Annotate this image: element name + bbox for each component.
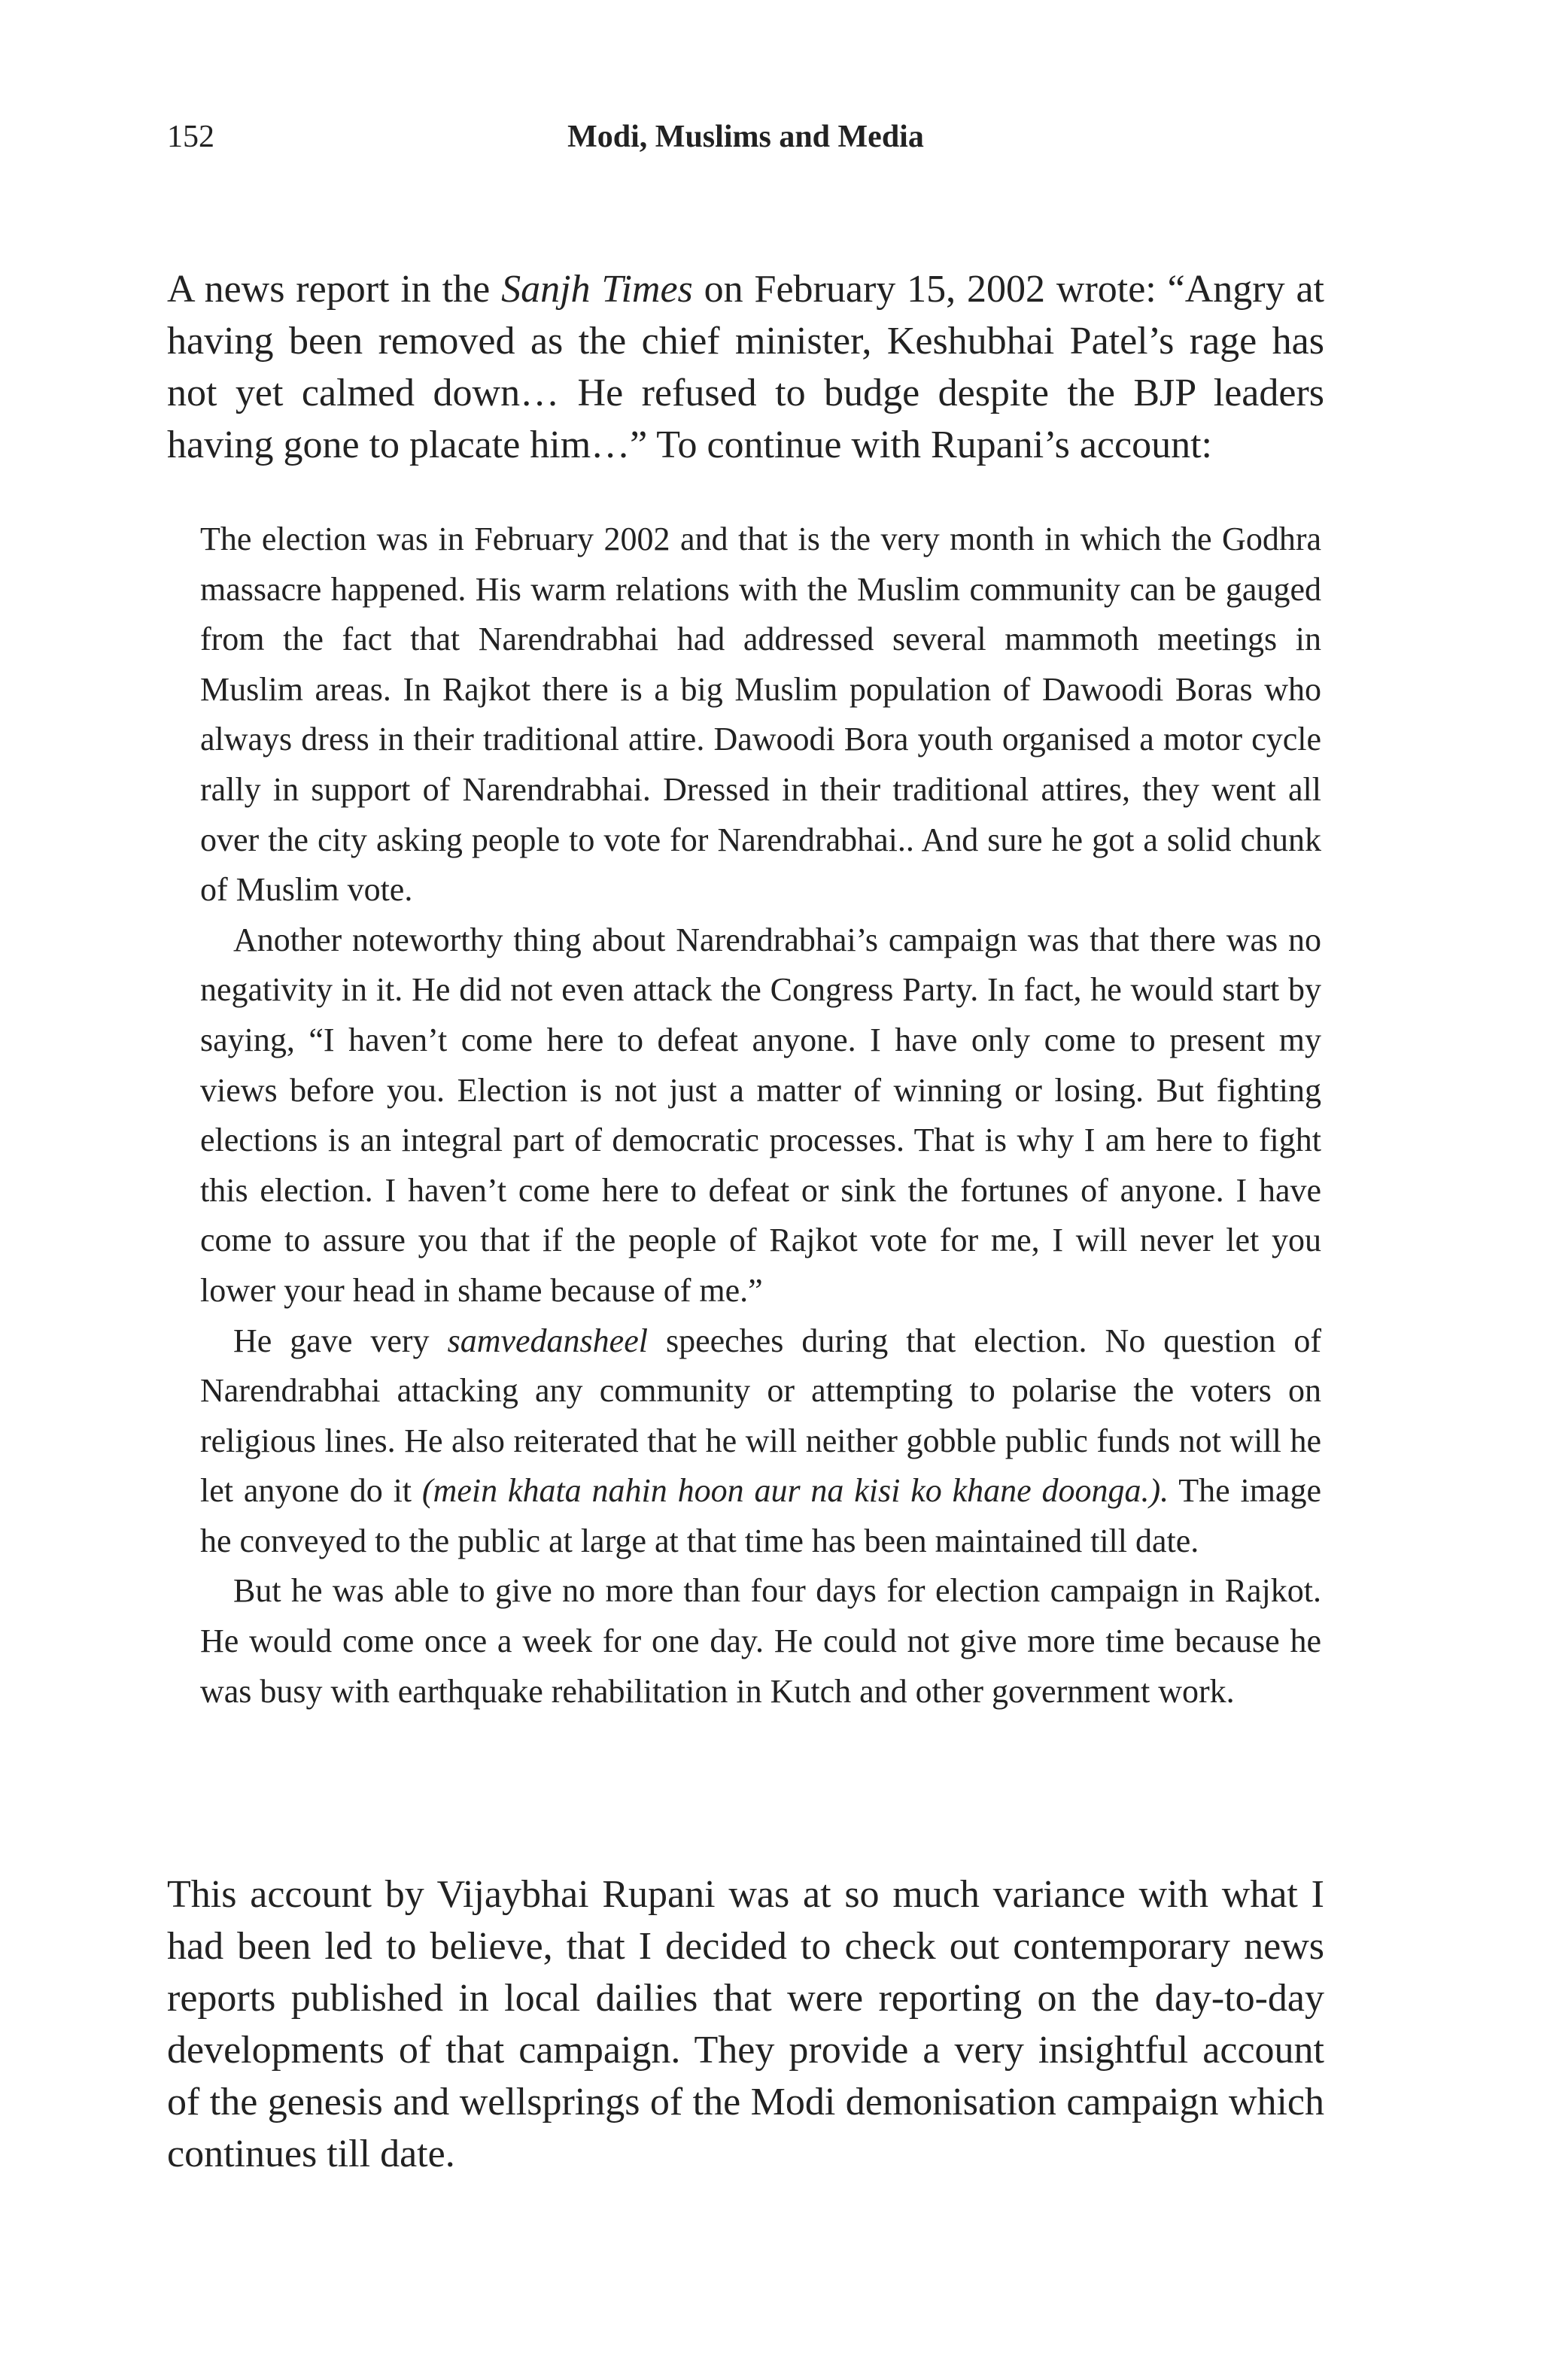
quote-paragraph-3 <box>200 1316 1321 1567</box>
italic-term: samvedansheel <box>447 1322 648 1359</box>
page-number: 152 <box>167 120 214 154</box>
running-title: Modi, Muslims and Media <box>567 120 924 154</box>
intro-paragraph <box>167 263 1324 471</box>
quote-p3-end: The image he conveyed to the public at large at that time has been maintained till date. <box>200 1472 1321 1559</box>
intro-text-rest: on February 15, 2002 wrote: “Angry at having been removed as the chief minister, Keshubhai Patel’s rage has not yet calmed down… He refused to budge despite the BJP leaders having gone to placate him…” To continue with Rupani’s account: <box>167 268 1324 466</box>
hindi-quote: (mein khata nahin hoon aur na kisi ko khane doonga.). <box>421 1472 1169 1510</box>
quote-p3-start: He gave very <box>233 1322 448 1359</box>
quote-paragraph-1: The election was in February 2002 and that is the very month in which the Godhra massacre happened. His warm relations with the Muslim community can be gauged from the fact that Narendrabhai had addressed several mammoth meetings in Muslim areas. In Rajkot there is a big Muslim population of Dawoodi Boras who always dress in their traditional attire. Dawoodi Bora youth organised a motor cycle rally in support of Narendrabhai. Dressed in their traditional attires, they went all over the city asking people to vote for Narendrabhai.. And sure he got a solid chunk of Muslim vote. <box>200 521 1321 909</box>
quote-paragraph-2: Another noteworthy thing about Narendrabhai’s campaign was that there was no negativity in it. He did not even attack the Congress Party. In fact, he would start by saying, “I haven’t come here to defeat anyone. I have only come to present my views before you. Election is not just a matter of winning or losing. But fighting elections is an integral part of democratic processes. That is why I am here to fight this election. I haven’t come here to defeat or sink the fortunes of anyone. I have come to assure you that if the people of Rajkot vote for me, I will never let you lower your head in shame because of me.” <box>200 921 1321 1309</box>
quote-p3-middle: speeches during that election. No question of Narendrabhai attacking any community or attempting to polarise the voters on religious lines. He also reiterated that he will neither gobble public funds not will he let anyone do it <box>200 1322 1322 1510</box>
publication-name: Sanjh Times <box>501 268 693 311</box>
block-quote <box>200 515 1321 1717</box>
quote-paragraph-4: But he was able to give no more than four days for election campaign in Rajkot. He would come once a week for one day. He could not give more time because he was busy with earthquake rehabilitation in Kutch and other government work. <box>200 1572 1321 1710</box>
intro-text-start: A news report in the <box>167 268 502 311</box>
closing-paragraph: This account by Vijaybhai Rupani was at so much variance with what I had been led to believe, that I decided to check out contemporary news reports published in local dailies that were reporting on the day-to-day developments of that campaign. They provide a very insightful account of the genesis and wellsprings of the Modi demonisation campaign which continues till date. <box>167 1873 1324 2175</box>
running-head <box>167 119 1324 164</box>
